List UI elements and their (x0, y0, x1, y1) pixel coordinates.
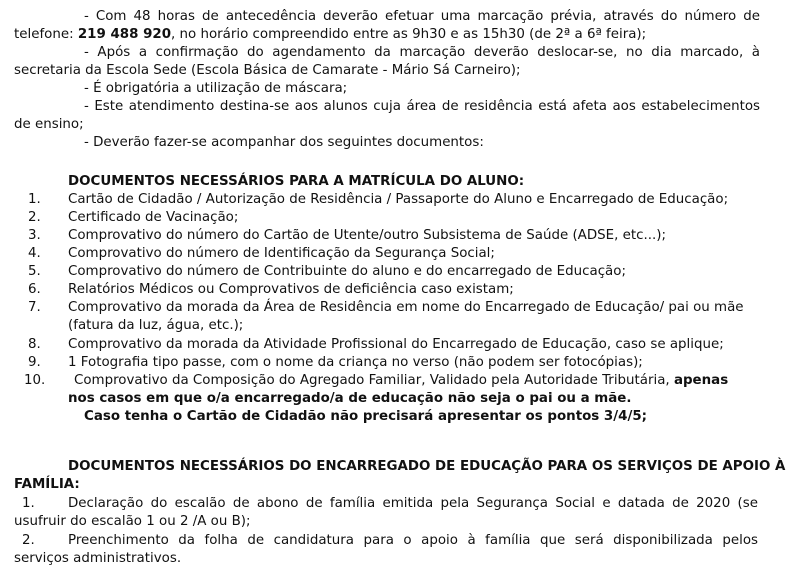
schedule-text: , no horário compreendido entre as 9h30 e as 15h30 (de 2ª a 6ª feira); (171, 27, 647, 42)
intro-line-7: de ensino; (14, 117, 84, 132)
list-item-number: 5. (28, 264, 41, 279)
list-item: Relatórios Médicos ou Comprovativos de deficiência caso existam; (68, 282, 514, 297)
list-item-emphasis: apenas (673, 373, 729, 388)
list-item-number: 7. (28, 300, 41, 315)
intro-line-4: secretaria da Escola Sede (Escola Básica de Camarate - Mário Sá Carneiro); (14, 63, 521, 78)
phone-number: 219 488 920 (77, 27, 172, 42)
phone-prefix: telefone: (14, 27, 78, 42)
section2-heading-cont: FAMÍLIA: (14, 477, 80, 492)
intro-line-3: - Após a confirmação do agendamento da marcação deverão deslocar-se, no dia marcado, à (84, 45, 760, 60)
list-item-number: 4. (28, 246, 41, 261)
list-item (74, 372, 728, 390)
intro-line-1: - Com 48 horas de antecedência deverão efetuar uma marcação prévia, através do número de (84, 9, 760, 24)
list-item: Comprovativo do número de Identificação da Segurança Social; (68, 246, 495, 261)
intro-line-8: - Deverão fazer-se acompanhar dos seguintes documentos: (84, 135, 484, 150)
list-item-continuation: nos casos em que o/a encarregado/a de educação não seja o pai ou a mãe. (68, 391, 632, 406)
list-item-number: 3. (28, 228, 41, 243)
list-item: Preenchimento da folha de candidatura para o apoio à família que será disponibilizada pelos (68, 533, 758, 548)
list-item: Certificado de Vacinação; (68, 210, 239, 225)
list-item-number: 2. (22, 533, 35, 548)
list-item: Comprovativo da morada da Atividade Profissional do Encarregado de Educação, caso se aplique; (68, 337, 724, 352)
list-item-continuation: usufruir do escalão 1 ou 2 /A ou B); (14, 514, 251, 529)
intro-line-6: - Este atendimento destina-se aos alunos cuja área de residência está afeta aos estabelecimentos (84, 99, 760, 114)
intro-line-5: - É obrigatória a utilização de máscara; (84, 81, 348, 96)
list-item-number: 10. (24, 373, 46, 388)
intro-line-2 (14, 26, 646, 44)
list-item-number: 9. (28, 355, 41, 370)
list-item: Comprovativo do número do Cartão de Utente/outro Subsistema de Saúde (ADSE, etc...); (68, 228, 666, 243)
list-item: Cartão de Cidadão / Autorização de Residência / Passaporte do Aluno e Encarregado de Educação; (68, 192, 729, 207)
list-item-note: Caso tenha o Cartão de Cidadão não precisará apresentar os pontos 3/4/5; (84, 409, 648, 424)
section1-heading: DOCUMENTOS NECESSÁRIOS PARA A MATRÍCULA DO ALUNO: (68, 174, 525, 189)
list-item-number: 2. (28, 210, 41, 225)
list-item: Comprovativo da morada da Área de Residência em nome do Encarregado de Educação/ pai ou mãe (68, 300, 744, 315)
list-item-text: Comprovativo da Composição do Agregado Familiar, Validado pela Autoridade Tributária, (74, 373, 670, 388)
list-item: 1 Fotografia tipo passe, com o nome da criança no verso (não podem ser fotocópias); (68, 355, 643, 370)
list-item: Comprovativo do número de Contribuinte do aluno e do encarregado de Educação; (68, 264, 626, 279)
list-item: Declaração do escalão de abono de família emitida pela Segurança Social e datada de 2020 (se (68, 496, 758, 511)
list-item-continuation: (fatura da luz, água, etc.); (68, 318, 244, 333)
list-item-number: 1. (22, 496, 35, 511)
list-item-number: 6. (28, 282, 41, 297)
list-item-continuation: serviços administrativos. (14, 551, 182, 566)
list-item-number: 1. (28, 192, 41, 207)
section2-heading: DOCUMENTOS NECESSÁRIOS DO ENCARREGADO DE EDUCAÇÃO PARA OS SERVIÇOS DE APOIO À (68, 459, 786, 474)
list-item-number: 8. (28, 337, 41, 352)
